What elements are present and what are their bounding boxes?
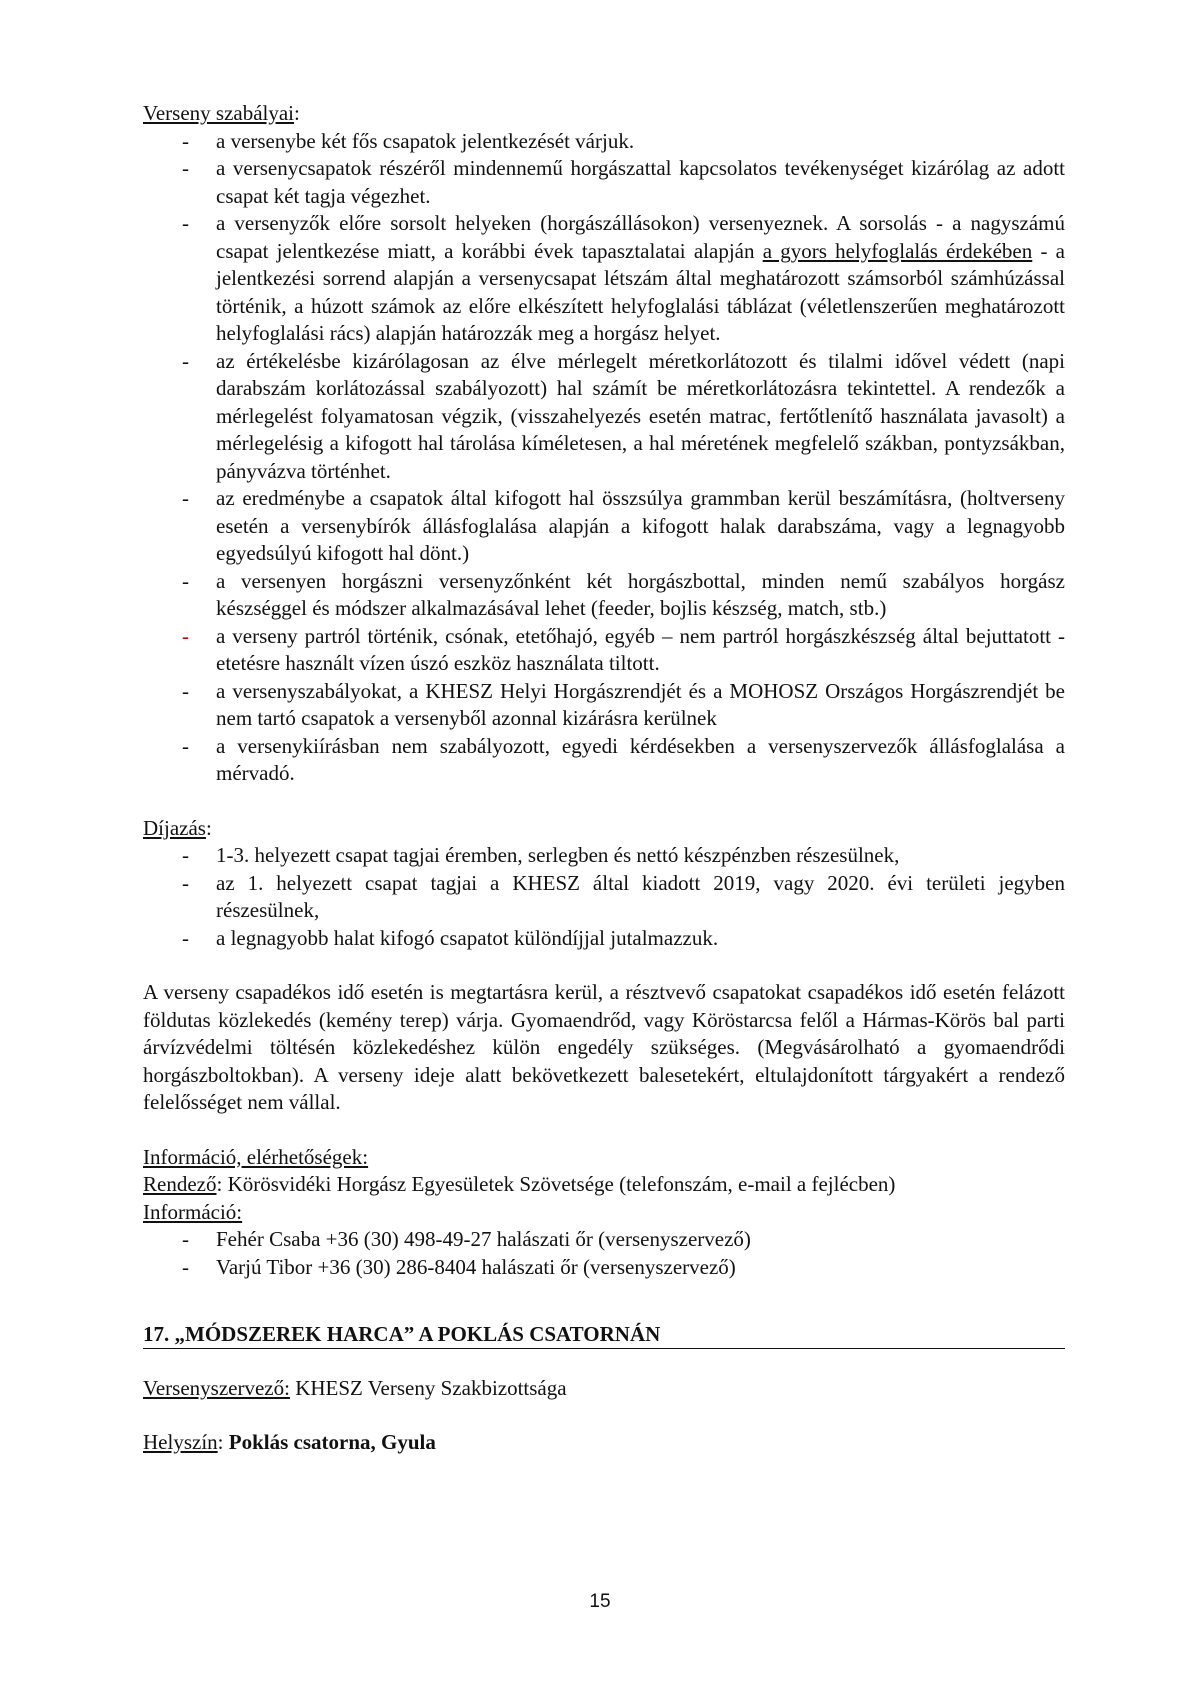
list-item: - Fehér Csaba +36 (30) 498-49-27 halászati őr (versenyszervező): [143, 1226, 1065, 1254]
section-organizer-line: Versenyszervező: KHESZ Verseny Szakbizottsága: [143, 1376, 567, 1400]
dash-bullet: -: [182, 568, 189, 593]
dash-bullet: -: [182, 128, 189, 153]
dash-bullet: -: [182, 1227, 189, 1251]
dash-bullet: -: [182, 486, 189, 510]
rules-heading: Verseny szabályai:: [143, 101, 300, 125]
prizes-heading: Díjazás:: [143, 815, 212, 840]
dash-bullet: -: [182, 1254, 189, 1279]
dash-bullet: -: [182, 870, 189, 895]
list-item: - az 1. helyezett csapat tagjai a KHESZ által kiadott 2019, vagy 2020. évi területi jegyben részesülnek,: [182, 870, 1065, 922]
list-item: - 1-3. helyezett csapat tagjai éremben, serlegben és nettó készpénzben részesülnek,: [143, 842, 1065, 870]
list-item: - az eredménybe a csapatok által kifogott hal összsúlya grammban kerül beszámításra, (holtverseny esetén a versenybírók állásfoglalása alapján a kifogott halak darabszáma, vagy a legnagyobb egyedsúlyú kifogott hal dönt.): [182, 486, 1065, 565]
list-item: - a verseny partról történik, csónak, etetőhajó, egyéb – nem partról horgászkészség által bejuttatott - etetésre használt vízen úszó eszköz használata tiltott.: [182, 623, 1065, 675]
list-item: - a versenycsapatok részéről mindennemű horgászattal kapcsolatos tevékenységet kizárólag az adott csapat két tagja végezhet.: [182, 156, 1065, 208]
dash-bullet: -: [182, 211, 189, 235]
page-number: 15: [589, 1591, 611, 1612]
dash-bullet: -: [182, 925, 189, 950]
information-label: Információ:: [143, 1199, 243, 1224]
contacts-list: [143, 1226, 1065, 1281]
dash-bullet: -: [182, 156, 189, 180]
location-value: Poklás csatorna, Gyula: [228, 1429, 436, 1454]
list-item: - a versenyzők előre sorsolt helyeken (horgászállásokon) versenyeznek. A sorsolás - a nagyszámú csapat jelentkezése miatt, a korábbi évek tapasztalatai alapján a gyors helyfoglalás érdekében - a jelentkezési sorrend alapján a versenycsapat létszám által meghatározott számsorból számhúzással történik, a húzott számok az előre elkészített helyfoglalási táblázat (véletlenszerűen meghatározott helyfoglalási rács) alapján határozzák meg a horgász helyet.: [182, 211, 1065, 345]
list-item: - az értékelésbe kizárólagosan az élve mérlegelt méretkorlátozott és tilalmi idővel védett (napi darabszám korlátozással szabályozott) hal számít be méretkorlátozásra tekintettel. A rendezők a mérlegelést folyamatosan végzik, (visszahelyezés esetén matrac, fertőtlenítő használata javasolt) a mérlegelésig a kifogott hal tárolása kíméletesen, a hal méretének megfelelő szákban, pontyzsákban, pányvázva történhet.: [182, 348, 1065, 483]
dash-bullet: -: [182, 733, 189, 758]
rules-list: [143, 128, 1065, 788]
organizer-line: Rendező: Körösvidéki Horgász Egyesületek Szövetsége (telefonszám, e-mail a fejlécben): [143, 1172, 896, 1196]
underlined-phrase: a gyors helyfoglalás érdekében: [762, 238, 1033, 263]
location-line: Helyszín: Poklás csatorna, Gyula: [143, 1429, 436, 1454]
info-heading: Információ, elérhetőségek:: [143, 1144, 369, 1169]
list-item: - a versenybe két fős csapatok jelentkezését várjuk.: [143, 128, 1065, 156]
list-item: - a versenyen horgászni versenyzőnként két horgászbottal, minden nemű szabályos horgász készséggel és módszer alkalmazásával lehet (feeder, bojlis készség, match, stb.): [182, 568, 1065, 620]
dash-bullet: -: [182, 843, 189, 867]
page-content: [143, 100, 1065, 1456]
dash-bullet: -: [182, 348, 189, 373]
list-item: - a versenyszabályokat, a KHESZ Helyi Horgászrendjét és a MOHOSZ Országos Horgászrendjét be nem tartó csapatok a versenyből azonnal kizárásra kerülnek: [182, 678, 1065, 730]
list-item: - Varjú Tibor +36 (30) 286-8404 halászati őr (versenyszervező): [143, 1254, 1065, 1282]
weather-paragraph: A verseny csapadékos idő esetén is megtartásra kerül, a résztvevő csapatokat csapadékos idő esetén felázott földutas közlekedés (kemény terep) várja. Gyomaendrőd, vagy Köröstarcsa felől a Hármas-Körös bal parti árvízvédelmi töltésén közlekedéshez külön engedély szükséges. (Megvásárolható a gyomaendrődi horgászboltokban). A verseny ideje alatt bekövetkezett balesetekért, eltulajdonított tárgyakért a rendező felelősséget nem vállal.: [143, 980, 1065, 1114]
list-item: - a versenykiírásban nem szabályozott, egyedi kérdésekben a versenyszervezők állásfoglalása a mérvadó.: [182, 733, 1065, 785]
prizes-list: [143, 842, 1065, 952]
list-item: - a legnagyobb halat kifogó csapatot különdíjjal jutalmazzuk.: [143, 925, 1065, 953]
section-title: 17. „MÓDSZEREK HARCA” A POKLÁS CSATORNÁN: [143, 1321, 1065, 1349]
dash-bullet: -: [182, 678, 189, 703]
dash-bullet-red: -: [182, 623, 189, 648]
